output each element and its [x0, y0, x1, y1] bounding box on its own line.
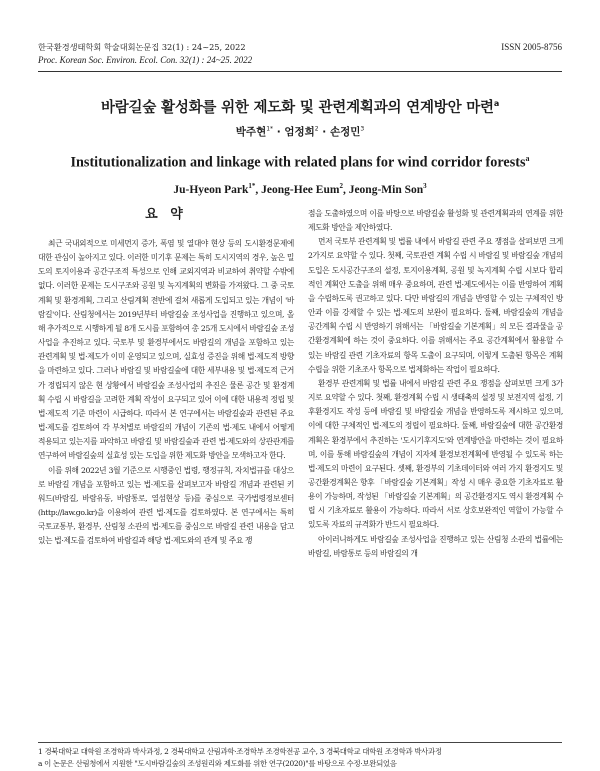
- paper-title-en: [0, 154, 600, 172]
- issn-label: ISSN 2005-8756: [501, 42, 562, 52]
- author-en-1-mark: 1*: [248, 182, 256, 190]
- abstract-paragraph: 먼저 국토부 관련계획 및 법률 내에서 바람길 관련 주요 쟁점을 살펴보면 크게 2가지로 요약할 수 있다. 첫째, 국토관련 계획 수립 시 바람길 및 바람길숲 개념의 도입은 도시공간구조의 설정, 토지이용계획, 공원 및 녹지계획 수립 시보다 합리적인 계획안 도출을 위해 매우 중요하며, 관련 법·제도에서는 이를 반영하여 계획을 수립하도록 권고하고 있다. 다만 바람길의 개념을 반영할 수 있는 구체적인 방안과 이를 강제할 수 있는 법·제도의 보완이 필요하다. 둘째, 바람길숲의 개념을 공간계획 수립 시 반영하기 위해서는 「바람길숲 기본계획」의 모든 결과물을 공간환경계획에 하는 것이 중요하다. 이를 위해서는 주요 공간계획에서 활용할 수 있는 바람길 관련 기초자료의 항목 도출이 요구되며, 이렇게 도출된 항목은 계획수립을 위한 기초조사 항목으로 법제화하는 작업이 필요하다.: [308, 237, 563, 374]
- author-en-2-mark: 2: [339, 182, 343, 190]
- title-ko-footnote-mark: a: [493, 99, 500, 109]
- journal-citation-ko: 한국환경생태학회 학술대회논문집 32(1) : 24~25, 2022: [38, 42, 246, 52]
- author-separator: ·: [322, 126, 327, 138]
- abstract-paragraph: 환경부 관련계획 및 법률 내에서 바람길 관련 주요 쟁점을 살펴보면 크게 3가지로 요약할 수 있다. 첫째, 환경계획 수립 시 생태축의 설정 및 보전지역 설정, 기후환경지도 작성 등에 바람길 및 바람길숲 개념을 반영하도록 제시하고 있으며, 이에 대한 구체적인 법·제도의 정립이 필요하다. 둘째, 바람길숲에 대한 공간환경계획은 환경부에서 추진하는 '도시기후지도'와 연계방안을 마련하는 것이 필요하며, 이를 통해 바람길숲의 개념이 지자체 환경보전계획에 반영될 수 있도록 하는 법·제도의 마련이 요구된다. 셋째, 환경부의 기초데이터와 여러 가지 환경지도 및 공간환경계획은 향후 「바람길숲 기본계획」작성 시 매우 중요한 기초자료로 활용이 가능하며, 작성된 「바람길숲 기본계획」의 공간환경지도 역시 환경계획 수립 시 기초자료로 활용이 가능하다. 따라서 서로 상호보완적인 역할이 가능할 수 있도록 자료의 규격화가 반드시 필요하다.: [308, 378, 563, 530]
- author-ko-2: 엄정희: [284, 126, 315, 138]
- authors-en: Ju-Hyeon Park$^{1*}$, Jeong-Hee Eum$^2$, Jeong-Min Son$^3$: [173, 182, 427, 196]
- journal-header: [38, 41, 562, 67]
- footnote-funding: a 이 논문은 산림청에서 지원한 "도시바람길숲의 조성원리와 제도화를 위한 연구(2020)"를 바탕으로 수정·보완되었음: [38, 759, 397, 768]
- paper-title-ko: [0, 96, 600, 117]
- journal-citation-en: Proc. Korean Soc. Environ. Ecol. Con. 32(1) : 24~25. 2022: [38, 55, 253, 65]
- footnote-affiliations: 1 경북대학교 대학원 조경학과 박사과정, 2 경북대학교 산림과학·조경학부 조경학전공 교수, 3 경북대학교 대학원 조경학과 박사과정: [38, 747, 442, 756]
- abstract-paragraph: 이를 위해 2022년 3월 기준으로 시행중인 법령, 행정규칙, 자치법규를 대상으로 바람길 개념을 포함하고 있는 법·제도를 살펴보고자 바람길 개념과 관련된 키워드(바람길, 바람유동, 바람통로, 열섬현상 등)를 중심으로 국가법령정보센터(http://law.go.kr)을 이용하여 관련 법·제도를 검토하였다. 본 연구에서는 특히 국토교통부, 환경부, 산림청 소관의 법·제도를 중심으로 바람길 관련 내용을 담고 있는 법·제도를 검토하여 바람길과 해당 법·제도와의 관계 및 주요 쟁: [38, 465, 294, 546]
- author-ko-1-mark: 1*: [266, 125, 274, 133]
- author-ko-1: 박주현: [235, 126, 267, 138]
- author-ko-3-mark: 3: [360, 125, 365, 133]
- author-en-3-mark: 3: [423, 182, 427, 190]
- abstract-paragraph: 아이러니하게도 바람길숲 조성사업을 진행하고 있는 산림청 소관의 법률에는 바람길, 바람통로 등의 바람길의 개: [308, 534, 563, 558]
- author-ko-2-mark: 2: [314, 125, 319, 133]
- author-separator: ·: [276, 126, 281, 138]
- header-divider: [38, 71, 562, 72]
- author-en-1: Ju-Hyeon Park: [173, 183, 249, 196]
- abstract-paragraph: 최근 국내외적으로 미세먼지 증가, 폭염 및 열대야 현상 등의 도시환경문제에 대한 관심이 높아지고 있다. 이러한 미기후 문제는 특히 도시지역의 경우, 높은 밀도의 토지이용과 공간구조적 특성으로 인해 교외지역과 비교하여 취약할 수밖에 없다. 이러한 문제는 도시구조와 공원 및 녹지계획의 변화를 가져왔다. 그 중 국토계획 및 환경계획, 그리고 산림계획 전반에 걸쳐 새롭게 도입되고 있는 개념이 '바람길'이다. 산림청에서는 2019년부터 바람길숲 조성사업을 진행하고 있으며, 올해 추가적으로 시행하게 될 8개 도시를 포함하여 총 25개 도시에서 바람길숲 조성사업을 추진하고 있다. 국토부 및 환경부에서도 바람길의 개념을 포함하고 있는 관련계획 및 법·제도가 이미 운영되고 있으며, 실효성 증진을 위해 법·제도적 방향을 마련하고 있다. 그러나 바람길 및 바람길숲에 대한 세부내용 및 법·제도적 근거가 정립되지 않은 현 상황에서 바람길숲 조성사업의 추진은 물론 공간 및 환경계획 수립 시 바람길을 고려한 계획 작성이 요구되고 있어 이에 대한 내용적 정립 및 법·제도적 기준 마련이 시급하다. 따라서 본 연구에서는 바람길숲과 관련된 주요 법·제도를 검토하여 각 부처별로 바람길의 개념이 기존의 법·제도 내에서 어떻게 적용되고 있는지를 파악하고 바람길 및 바람길숲과 관련 법·제도와의 상관관계를 연구하여 바람길숲의 실효성 있는 도입을 위한 제도화 방안을 모색하고자 한다.: [38, 239, 295, 461]
- paper-title-ko-text: 바람길숲 활성화를 위한 제도화 및 관련계획과의 연계방안 마련: [100, 100, 494, 116]
- author-en-2: Jeong-Hee Eum: [261, 183, 340, 196]
- abstract-heading: 요 약: [145, 207, 187, 222]
- author-ko-3: 손정민: [329, 126, 361, 138]
- footnote-divider: [38, 742, 562, 743]
- paper-title-en-text: Institutionalization and linkage with related plans for wind corridor forests: [70, 154, 526, 171]
- author-en-3: Jeong-Min Son: [348, 183, 424, 196]
- title-en-footnote-mark: a: [525, 154, 530, 163]
- abstract-right-column: [308, 207, 563, 561]
- abstract-paragraph: 점을 도출하였으며 이를 바탕으로 바람길숲 활성화 및 관련계획과의 연계를 위한 제도화 방안을 제안하였다.: [308, 209, 563, 233]
- authors-ko: [0, 124, 600, 139]
- abstract-left-column: [38, 237, 294, 548]
